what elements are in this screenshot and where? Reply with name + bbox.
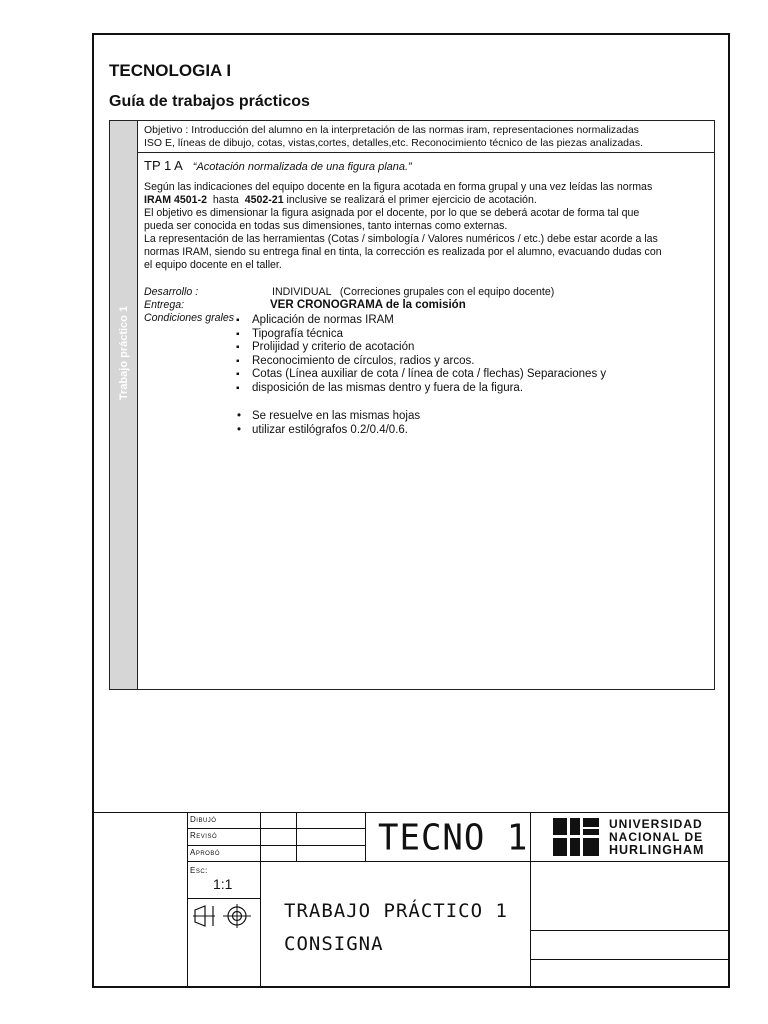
title-block-divider xyxy=(365,812,366,861)
list-item: ▪ Reconocimiento de círculos, radios y arcos. xyxy=(234,355,606,369)
title-block-line xyxy=(187,845,365,846)
projection-symbol-icon xyxy=(193,904,253,928)
document-title: TECNOLOGIA I xyxy=(109,61,232,80)
title-block-top-line xyxy=(93,812,730,813)
tp-heading xyxy=(144,159,710,174)
university-logo-icon xyxy=(553,818,601,856)
instruction-line: normas IRAM, siendo su entrega final en tinta, la corrección es realizada por el alumno, evacuando dudas con xyxy=(144,246,662,258)
university-line-3: HURLINGHAM xyxy=(609,843,705,857)
list-item: ▪ Aplicación de normas IRAM xyxy=(234,314,606,328)
title-block-divider xyxy=(296,812,297,861)
norm-from: IRAM 4501-2 xyxy=(144,194,207,206)
instruction-line xyxy=(144,194,710,207)
instruction-line: El objetivo es dimensionar la figura asignada por el docente, por lo que se deberá acotar de forma tal que xyxy=(144,207,640,219)
reviso-label: Revisó xyxy=(190,831,218,840)
entrega-label: Entrega: xyxy=(144,299,185,311)
title-block-line xyxy=(530,930,730,931)
title-block-divider xyxy=(530,812,531,988)
tp-subtitle: CONSIGNA xyxy=(284,933,384,955)
title-block-divider xyxy=(260,812,261,988)
tp-code: TP 1 A xyxy=(144,158,183,173)
conditions-list xyxy=(234,314,606,395)
dibujo-label: Dibujó xyxy=(190,815,217,824)
title-block-line xyxy=(187,828,365,829)
assignment-panel xyxy=(109,120,715,690)
norm-connector: hasta xyxy=(207,194,245,206)
list-item-continuation: ▪ disposición de las mismas dentro y fuera de la figura. xyxy=(234,382,606,396)
assignment-content xyxy=(144,159,710,325)
instructions xyxy=(144,181,710,272)
instruction-line: Según las indicaciones del equipo docente en la figura acotada en forma grupal y una vez leídas las normas xyxy=(144,181,653,193)
document-subtitle: Guía de trabajos prácticos xyxy=(109,93,310,110)
instruction-line: el equipo docente en el taller. xyxy=(144,259,282,271)
sidebar xyxy=(110,121,138,689)
aprobo-label: Aprobó xyxy=(190,848,221,857)
title-block-line xyxy=(530,959,730,960)
desarrollo-value: INDIVIDUAL (Correciones grupales con el equipo docente) xyxy=(272,286,555,298)
desarrollo-row xyxy=(144,286,710,299)
entrega-value: VER CRONOGRAMA de la comisión xyxy=(270,299,466,311)
norm-to: 4502-21 xyxy=(244,194,284,206)
title-block-divider xyxy=(187,812,188,988)
extra-list xyxy=(234,409,420,437)
list-item: ▪ Tipografía técnica xyxy=(234,328,606,342)
instruction-line: La representación de las herramientas (Cotas / simbología / Valores numéricos / etc.) debe estar acorde a las xyxy=(144,233,658,245)
university-line-2: NACIONAL DE xyxy=(609,830,704,844)
desarrollo-label: Desarrollo : xyxy=(144,286,199,298)
tp-quote: “Acotación normalizada de una figura plana.” xyxy=(192,161,412,173)
title-block-line xyxy=(187,861,730,862)
list-item: ▪ Cotas (Línea auxiliar de cota / línea de cota / flechas) Separaciones y xyxy=(234,368,606,382)
instruction-line: pueda ser conocida en todas sus dimensiones, tanto internas como externas. xyxy=(144,220,508,232)
title-block-line xyxy=(187,898,260,899)
sidebar-label: Trabajo práctico 1 xyxy=(118,305,130,401)
norm-text: inclusive se realizará el primer ejercicio de acotación. xyxy=(283,194,537,206)
university-name xyxy=(609,818,704,857)
tp-title: TRABAJO PRÁCTICO 1 xyxy=(284,900,508,922)
list-item: • Se resuelve en las mismas hojas xyxy=(234,409,420,423)
scale-value: 1:1 xyxy=(213,876,233,892)
university-line-1: UNIVERSIDAD xyxy=(609,817,703,831)
condiciones-label: Condiciones grales xyxy=(144,312,235,324)
entrega-row xyxy=(144,299,710,312)
scale-label: Esc: xyxy=(190,866,208,875)
list-item: ▪ Prolijidad y criterio de acotación xyxy=(234,341,606,355)
course-code: TECNO 1 xyxy=(378,817,529,859)
objective-box xyxy=(138,121,714,153)
objective-line-2: ISO E, líneas de dibujo, cotas, vistas,cortes, detalles,etc. Reconocimiento técnico de las piezas analizadas. xyxy=(144,137,644,149)
objective-line-1: Objetivo : Introducción del alumno en la interpretación de las normas iram, representaciones normalizadas xyxy=(144,124,639,136)
list-item: • utilizar estilógrafos 0.2/0.4/0.6. xyxy=(234,423,420,437)
